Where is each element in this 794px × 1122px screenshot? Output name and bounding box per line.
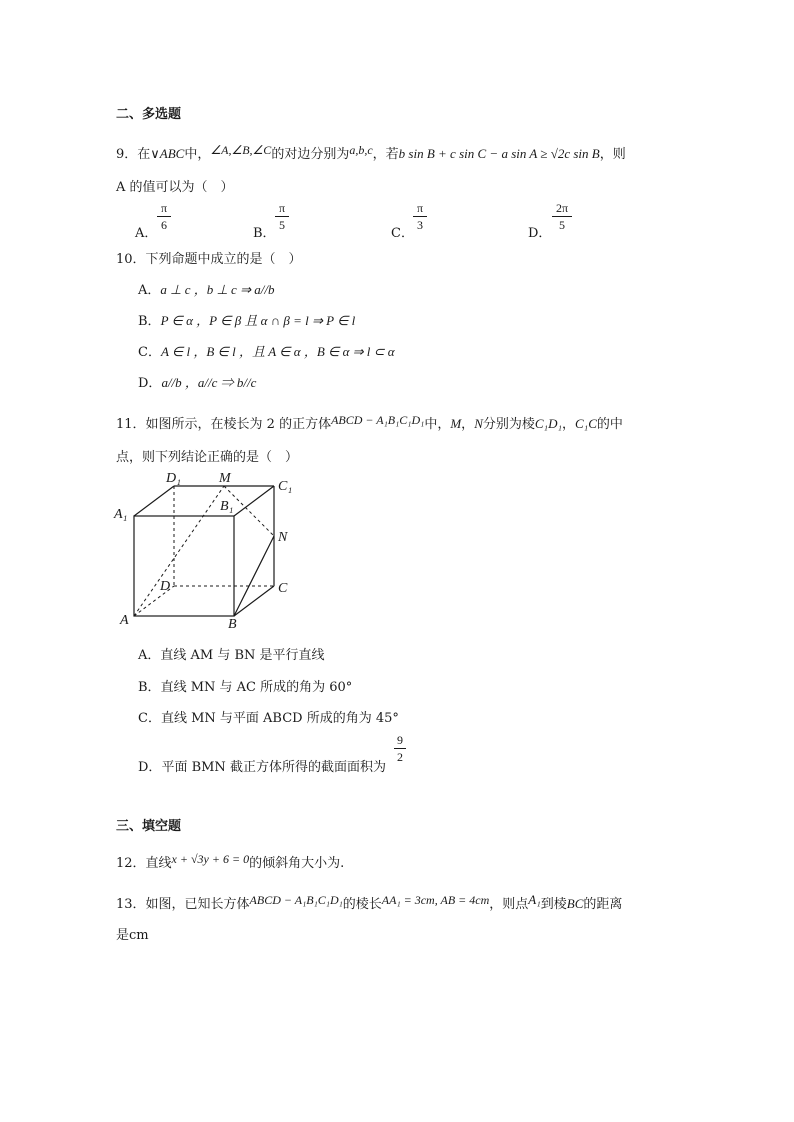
label-c1: C₁ xyxy=(278,479,293,494)
triangle-symbol: ∨ xyxy=(150,146,160,161)
label-d1: D₁ xyxy=(166,471,181,486)
q9-inequality: b sin B + c sin C − a sin A ≥ √2c sin B xyxy=(398,146,600,161)
label-m: M xyxy=(219,471,231,486)
line-b-n xyxy=(234,536,274,616)
question-13-line1: 13．如图，已知长方体ABCD − A₁B₁C₁D₁的棱长AA₁ = 3cm, AB = 4cm，则点A₁到棱BC的距离 xyxy=(116,892,623,912)
edge-a1-d1 xyxy=(134,486,174,516)
question-13-line2: 是cm xyxy=(116,928,149,943)
label-b: B xyxy=(228,617,237,628)
question-11-line1: 11．如图所示，在棱长为 2 的正方体ABCD − A₁B₁C₁D₁中，M，N分别为棱C₁D₁，C₁C的中 xyxy=(116,413,623,432)
label-a1: A₁ xyxy=(114,507,128,522)
label-d: D xyxy=(160,579,171,594)
q11-option-b: B．直线 MN 与 AC 所成的角为 60° xyxy=(138,680,353,695)
q11-option-a: A．直线 AM 与 BN 是平行直线 xyxy=(138,648,325,663)
question-10-stem: 10．下列命题中成立的是（ ） xyxy=(116,252,302,267)
q9-text-3: ，若 xyxy=(372,147,399,162)
question-12: 12．直线x + √3y + 6 = 0的倾斜角大小为. xyxy=(116,852,345,871)
label-n: N xyxy=(278,530,288,545)
edge-b1-c1 xyxy=(234,486,274,516)
question-11-line2: 点，则下列结论正确的是（ ） xyxy=(116,450,299,465)
edge-b-c xyxy=(234,586,274,616)
question-9-line1 xyxy=(116,143,626,162)
section-fill-in-heading: 三、填空题 xyxy=(116,819,182,834)
q11-option-d: D．平面 BMN 截正方体所得的截面面积为 xyxy=(138,760,386,775)
q9-text-2: 的对边分别为 xyxy=(271,147,350,162)
q9-option-a-fraction: π 6 xyxy=(157,201,171,232)
question-9-line2: A 的值可以为（ ） xyxy=(116,180,234,195)
q10-option-c: C．A ∈ l ，B ∈ l ，且 A ∈ α ，B ∈ α ⇒ l ⊂ α xyxy=(138,344,395,360)
q9-text-4: ，则 xyxy=(599,147,626,162)
q9-option-d-fraction: 2π 5 xyxy=(552,201,572,232)
q9-angles: ∠A,∠B,∠C xyxy=(210,143,272,157)
q9-option-b-fraction: π 5 xyxy=(275,201,289,232)
q9-text-1: 中， xyxy=(184,147,211,162)
q10-option-d: D．a//b ，a//c ⇒ b//c xyxy=(138,375,257,391)
q9-option-c-fraction: π 3 xyxy=(413,201,427,232)
q9-option-d-label: D． xyxy=(528,226,552,241)
q9-triangle-name: ABC xyxy=(159,146,185,161)
q10-option-b: B．P ∈ α ，P ∈ β 且 α ∩ β = l ⇒ P ∈ l xyxy=(138,313,356,329)
q11-option-d-fraction: 9 2 xyxy=(394,733,406,764)
q9-number: 9．在 xyxy=(116,147,151,162)
q10-option-a: A．a ⊥ c ，b ⊥ c ⇒ a//b xyxy=(138,282,275,298)
label-a: A xyxy=(120,613,129,628)
section-multi-choice-heading: 二、多选题 xyxy=(116,107,182,122)
label-b1: B₁ xyxy=(220,499,234,514)
q9-sides: a,b,c xyxy=(349,143,373,157)
cube-figure xyxy=(110,468,310,628)
label-c: C xyxy=(278,581,288,596)
q9-option-a-label: A． xyxy=(135,226,158,241)
cube-front-face xyxy=(134,516,234,616)
q9-option-b-label: B． xyxy=(253,226,276,241)
q11-option-c: C．直线 MN 与平面 ABCD 所成的角为 45° xyxy=(138,711,399,726)
q9-option-c-label: C． xyxy=(391,226,414,241)
